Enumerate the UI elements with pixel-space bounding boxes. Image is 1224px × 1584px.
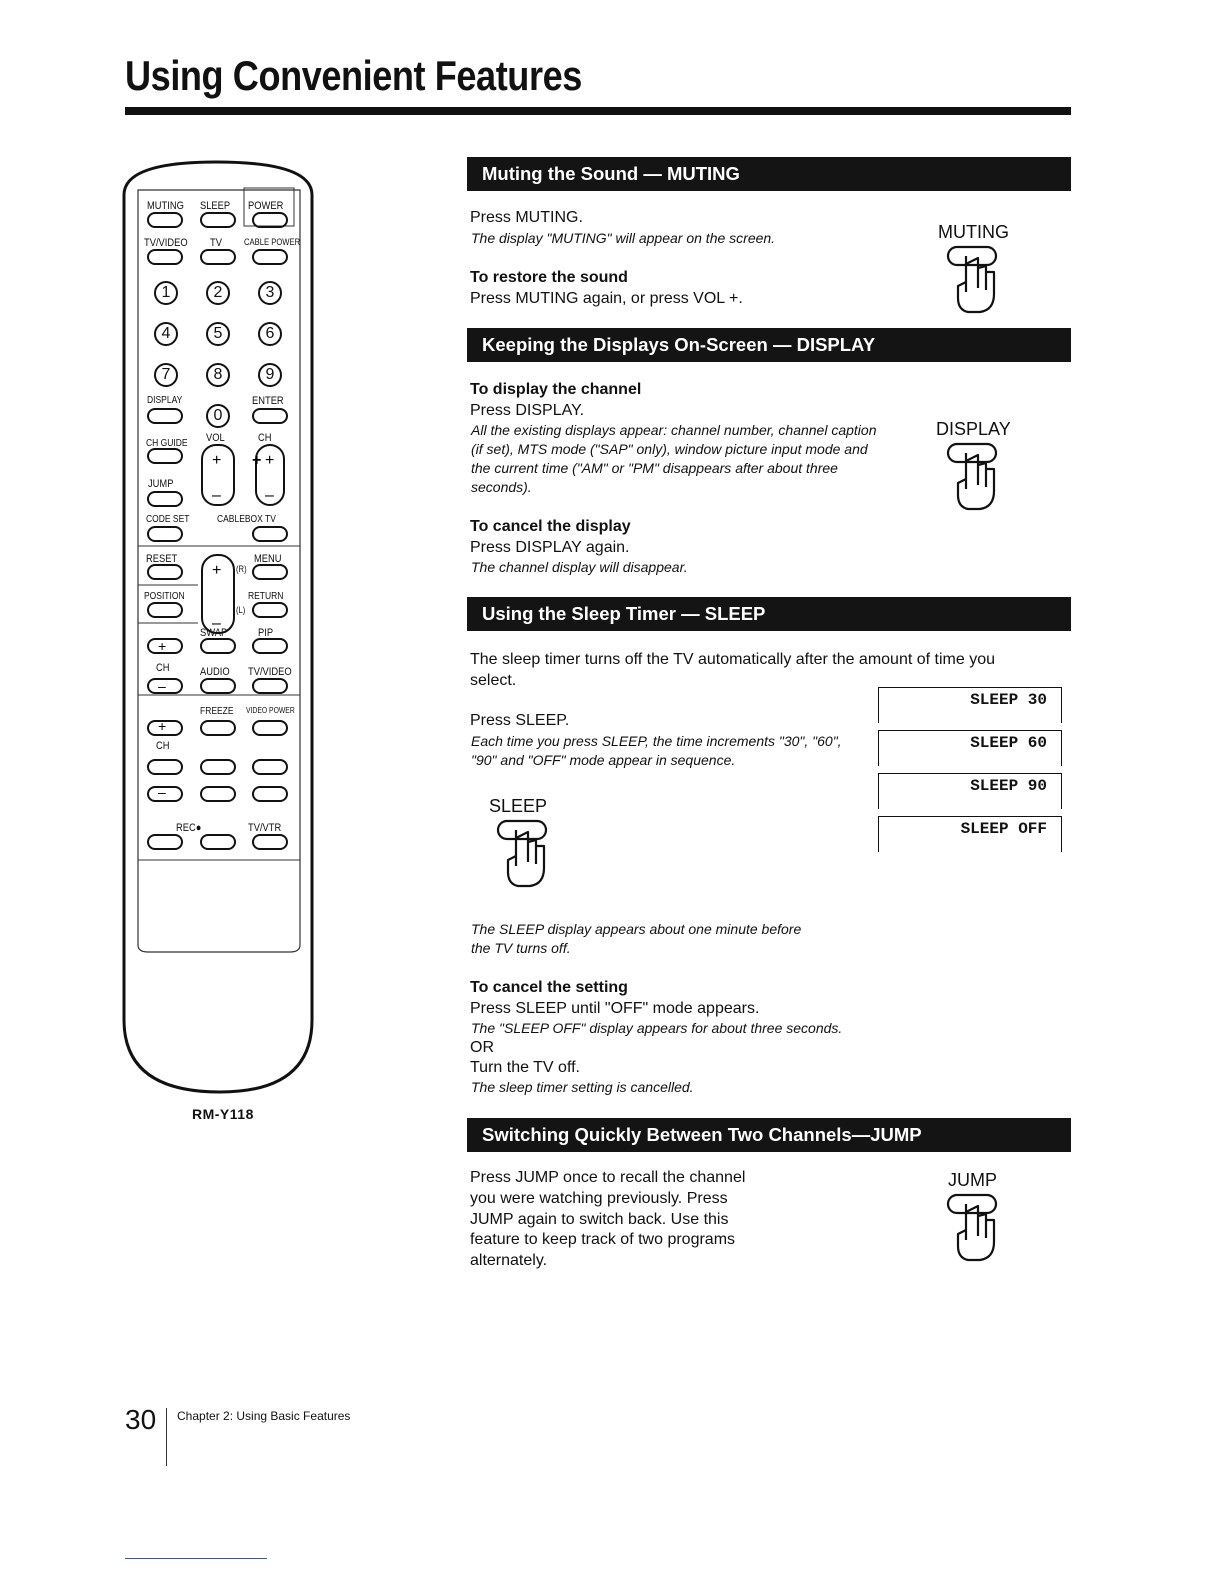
page-title: Using Convenient Features (125, 52, 582, 99)
muting-note: The display "MUTING" will appear on the screen. (471, 230, 776, 246)
remote-label-l: (L) (236, 605, 246, 615)
hand-press-icon (944, 441, 1008, 513)
display-cancel-heading: To cancel the display (470, 518, 631, 535)
remote-label-freeze: FREEZE (200, 706, 234, 717)
sleep-mode-text: SLEEP OFF (960, 820, 1047, 838)
svg-text:–: – (212, 615, 221, 632)
remote-label-enter: ENTER (252, 395, 284, 407)
jump-section-header: Switching Quickly Between Two Channels—JUMP (467, 1118, 1071, 1152)
remote-label-videopower: VIDEO POWER (246, 706, 295, 715)
hand-press-icon (944, 244, 1008, 316)
sleep-button-label: SLEEP (489, 796, 548, 816)
svg-text:–: – (158, 678, 166, 694)
svg-text:+: + (265, 452, 275, 469)
sleep-cancel-heading: To cancel the setting (470, 979, 628, 996)
muting-restore-text: Press MUTING again, or press VOL +. (470, 290, 743, 307)
remote-label-tvvideo2: TV/VIDEO (248, 666, 292, 678)
digit-8-button[interactable]: 8 (206, 363, 230, 387)
svg-text:+: + (158, 718, 167, 734)
chapter-label: Chapter 2: Using Basic Features (177, 1409, 351, 1423)
jump-text-line: Press JUMP once to recall the channel (470, 1169, 746, 1186)
jump-button-label: JUMP (948, 1170, 997, 1190)
display-note-line: seconds). (471, 479, 532, 495)
remote-label-r: (R) (236, 564, 247, 574)
display-note-line: the current time ("AM" or "PM" disappears after about three (471, 460, 838, 476)
sleep-or-text: OR (470, 1039, 494, 1056)
sleep-section-header: Using the Sleep Timer — SLEEP (467, 597, 1071, 631)
display-cancel-note: The channel display will disappear. (471, 559, 688, 575)
muting-instruction: Press MUTING. (470, 209, 583, 226)
title-rule (125, 107, 1071, 115)
svg-text:–: – (212, 487, 221, 504)
remote-label-tvvtr: TV/VTR (248, 822, 282, 834)
digit-6-button[interactable]: 6 (258, 322, 282, 346)
digit-3-button[interactable]: 3 (258, 281, 282, 305)
hand-press-icon (944, 1192, 1008, 1264)
remote-label-rec: REC● (176, 822, 202, 834)
svg-text:+: + (212, 452, 222, 469)
sleep-intro-line: select. (470, 672, 517, 689)
sleep-note-line: "90" and "OFF" mode appear in sequence. (471, 752, 736, 768)
remote-label-display: DISPLAY (147, 395, 183, 406)
sleep-display-note-line: The SLEEP display appears about one minute before (471, 921, 802, 937)
remote-label-swap: SWAP (200, 627, 228, 639)
sleep-mode-box (878, 687, 1062, 723)
sleep-cancelled-note: The sleep timer setting is cancelled. (471, 1079, 694, 1095)
sleep-tv-off-text: Turn the TV off. (470, 1059, 580, 1076)
sleep-mode-text: SLEEP 90 (970, 777, 1047, 795)
display-cancel-text: Press DISPLAY again. (470, 539, 630, 556)
display-button-label: DISPLAY (936, 419, 1011, 439)
muting-restore-heading: To restore the sound (470, 269, 628, 286)
digit-9-button[interactable]: 9 (258, 363, 282, 387)
remote-label-muting: MUTING (147, 200, 184, 212)
sleep-note-line: Each time you press SLEEP, the time increments "30", "60", (471, 733, 842, 749)
hand-press-icon (494, 818, 558, 890)
display-instruction: Press DISPLAY. (470, 402, 585, 419)
remote-label-menu: MENU (254, 553, 282, 565)
remote-label-codeset: CODE SET (146, 514, 190, 525)
display-section-header: Keeping the Displays On-Screen — DISPLAY (467, 328, 1071, 362)
remote-label-cablebox-tv: CABLEBOX TV (217, 514, 276, 525)
remote-label-return: RETURN (248, 591, 284, 602)
svg-text:+: + (252, 452, 262, 469)
svg-text:+: + (158, 638, 167, 654)
remote-label-position: POSITION (144, 591, 185, 602)
remote-label-audio: AUDIO (200, 666, 230, 678)
sleep-cancel-text: Press SLEEP until "OFF" mode appears. (470, 1000, 760, 1017)
remote-label-reset: RESET (146, 553, 178, 565)
remote-control (120, 160, 320, 1100)
svg-text:–: – (158, 784, 166, 800)
sleep-intro-line: The sleep timer turns off the TV automatically after the amount of time you (470, 651, 995, 668)
digit-4-button[interactable]: 4 (154, 322, 178, 346)
remote-label-tvvideo: TV/VIDEO (144, 237, 188, 249)
remote-label-power: POWER (248, 200, 284, 212)
digit-5-button[interactable]: 5 (206, 322, 230, 346)
remote-label-pip: PIP (258, 627, 274, 639)
remote-label-vol: VOL (206, 432, 225, 444)
sleep-mode-text: SLEEP 60 (970, 734, 1047, 752)
digit-7-button[interactable]: 7 (154, 363, 178, 387)
remote-label-ch3: CH (156, 740, 170, 752)
sleep-mode-box (878, 773, 1062, 809)
jump-text-line: alternately. (470, 1252, 548, 1269)
remote-label-jump: JUMP (148, 478, 174, 490)
remote-label-cablepower: CABLE POWER (244, 237, 301, 247)
remote-label-tv: TV (210, 237, 222, 249)
sleep-mode-box (878, 816, 1062, 852)
sleep-instruction: Press SLEEP. (470, 712, 570, 729)
svg-text:+: + (212, 562, 222, 579)
digit-0-button[interactable]: 0 (206, 404, 230, 428)
display-note-line: All the existing displays appear: channel number, channel caption (471, 422, 877, 438)
footer-divider (166, 1408, 167, 1466)
sleep-mode-box (878, 730, 1062, 766)
muting-button-label: MUTING (938, 222, 1009, 242)
muting-section-header: Muting the Sound — MUTING (467, 157, 1071, 191)
sleep-cancel-note: The "SLEEP OFF" display appears for about three seconds. (471, 1020, 843, 1036)
sleep-mode-text: SLEEP 30 (970, 691, 1047, 709)
remote-label-sleep: SLEEP (200, 200, 231, 212)
jump-text-line: you were watching previously. Press (470, 1190, 728, 1207)
digit-1-button[interactable]: 1 (154, 281, 178, 305)
remote-label-ch: CH (258, 432, 272, 444)
sleep-display-note-line: the TV turns off. (471, 940, 571, 956)
display-channel-heading: To display the channel (470, 381, 642, 398)
remote-model-label: RM-Y118 (192, 1106, 254, 1122)
jump-text-line: JUMP again to switch back. Use this (470, 1211, 729, 1228)
jump-text-line: feature to keep track of two programs (470, 1231, 736, 1248)
remote-label-ch2: CH (156, 662, 170, 674)
page-number: 30 (125, 1404, 157, 1435)
remote-label-chguide: CH GUIDE (146, 438, 188, 449)
bottom-line (125, 1558, 267, 1559)
display-note-line: (if set), MTS mode ("SAP" only), window picture input mode and (471, 441, 868, 457)
svg-text:–: – (265, 487, 274, 504)
digit-2-button[interactable]: 2 (206, 281, 230, 305)
